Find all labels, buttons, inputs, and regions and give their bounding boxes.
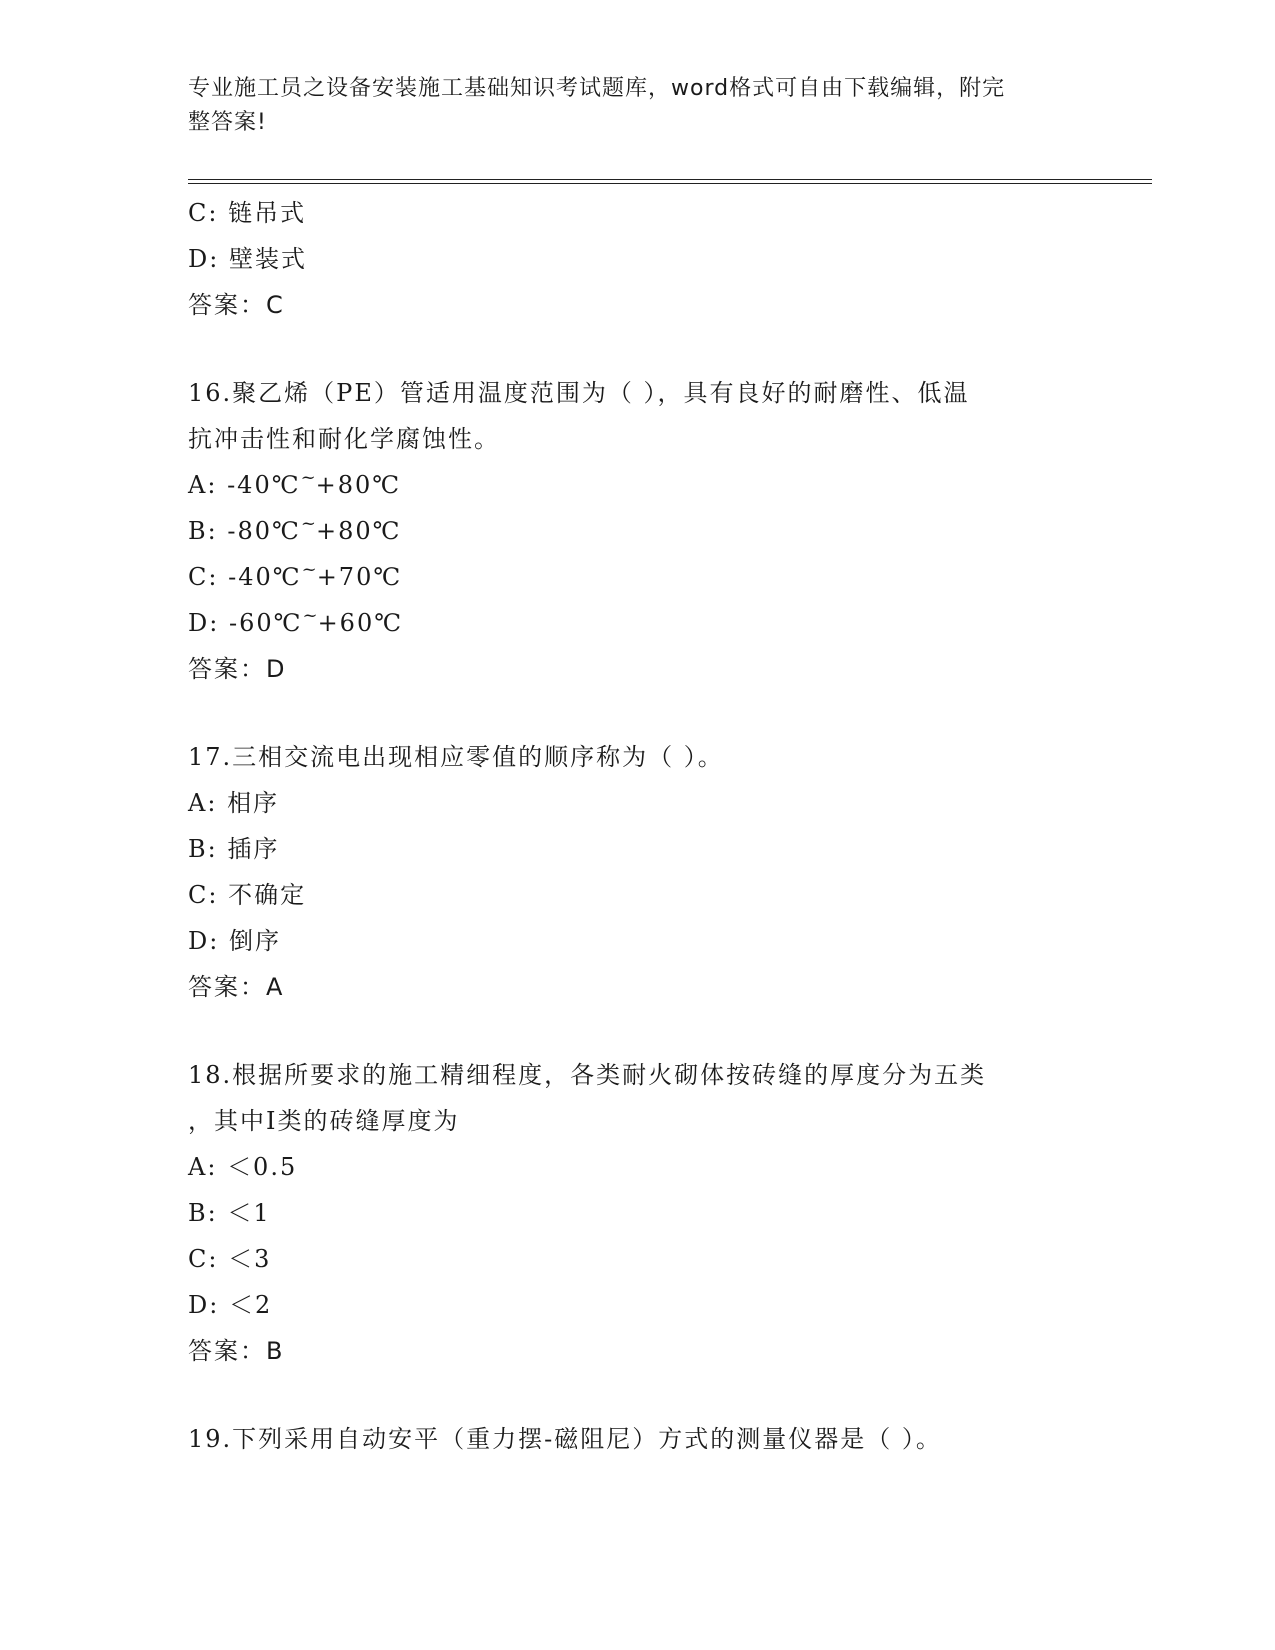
tilde-symbol: ~ <box>302 605 318 626</box>
option-c <box>188 190 1088 236</box>
option-letter: B: <box>188 517 218 545</box>
question-stem <box>188 734 1088 780</box>
option-b <box>188 1190 1088 1236</box>
option-letter: D: <box>188 245 220 273</box>
option-letter: C: <box>188 881 219 909</box>
option-range-from: -80℃ <box>227 517 301 545</box>
option-text: ＜2 <box>228 1291 273 1319</box>
answer-line: 答案：B <box>188 1337 285 1365</box>
option-text: 相序 <box>227 789 280 817</box>
question-19 <box>188 1416 1088 1462</box>
option-letter: D: <box>188 609 220 637</box>
option-c <box>188 1236 1088 1282</box>
option-text: ＜0.5 <box>227 1153 298 1181</box>
tilde-symbol: ~ <box>300 467 316 488</box>
option-a <box>188 1144 1088 1190</box>
spacer <box>188 692 1088 734</box>
option-d <box>188 236 1088 282</box>
answer-line: 答案：C <box>188 291 285 319</box>
option-letter: C: <box>188 1245 219 1273</box>
option-range-from: -60℃ <box>228 609 303 637</box>
option-letter: A: <box>188 789 218 817</box>
question-stem <box>188 370 1088 462</box>
option-d <box>188 918 1088 964</box>
option-a <box>188 462 1088 508</box>
option-text: 链吊式 <box>228 199 307 227</box>
header-line-1: 专业施工员之设备安装施工基础知识考试题库，word格式可自由下载编辑，附完 <box>188 76 1006 101</box>
option-text: 壁装式 <box>228 245 307 273</box>
option-text: 倒序 <box>228 927 281 955</box>
tilde-symbol: ~ <box>301 559 317 580</box>
question-stem-line: ，其中Ⅰ类的砖缝厚度为 <box>188 1107 460 1135</box>
option-letter: A: <box>188 1153 218 1181</box>
option-range-to: +80℃ <box>315 517 402 545</box>
question-16 <box>188 370 1088 692</box>
option-letter: B: <box>188 1199 218 1227</box>
document-header <box>188 72 1088 140</box>
header-rule-bottom <box>188 183 1152 184</box>
question-stem-line: 16.聚乙烯（PE）管适用温度范围为（ ），具有良好的耐磨性、低温 <box>188 379 970 407</box>
option-letter: C: <box>188 563 219 591</box>
option-text: 不确定 <box>228 881 307 909</box>
option-range-from: -40℃ <box>227 471 301 499</box>
option-letter: D: <box>188 1291 220 1319</box>
answer-line: 答案：D <box>188 655 287 683</box>
option-c <box>188 872 1088 918</box>
question-stem-line: 19.下列采用自动安平（重力摆-磁阻尼）方式的测量仪器是（ ）。 <box>188 1425 942 1453</box>
header-rule-top <box>188 179 1152 180</box>
option-letter: C: <box>188 199 219 227</box>
question-17 <box>188 734 1088 1010</box>
spacer <box>188 1374 1088 1416</box>
previous-question-tail <box>188 190 1088 328</box>
question-list <box>188 190 1088 1462</box>
option-b <box>188 508 1088 554</box>
option-text: 插序 <box>227 835 280 863</box>
answer-line: 答案：A <box>188 973 285 1001</box>
spacer <box>188 328 1088 370</box>
option-range-to: +80℃ <box>315 471 402 499</box>
spacer <box>188 1010 1088 1052</box>
option-b <box>188 826 1088 872</box>
option-range-to: +70℃ <box>316 563 403 591</box>
option-range-from: -40℃ <box>228 563 302 591</box>
question-stem-line: 抗冲击性和耐化学腐蚀性。 <box>188 425 500 453</box>
option-text: ＜3 <box>228 1245 272 1273</box>
option-d <box>188 1282 1088 1328</box>
question-stem <box>188 1416 1088 1462</box>
option-range-to: +60℃ <box>317 609 404 637</box>
option-text: ＜1 <box>227 1199 271 1227</box>
option-letter: B: <box>188 835 218 863</box>
option-c <box>188 554 1088 600</box>
option-letter: A: <box>188 471 218 499</box>
question-18 <box>188 1052 1088 1374</box>
question-stem-line: 18.根据所要求的施工精细程度，各类耐火砌体按砖缝的厚度分为五类 <box>188 1061 987 1089</box>
question-stem-line: 17.三相交流电出现相应零值的顺序称为（ ）。 <box>188 743 724 771</box>
option-a <box>188 780 1088 826</box>
question-stem <box>188 1052 1088 1144</box>
tilde-symbol: ~ <box>300 513 316 534</box>
option-letter: D: <box>188 927 220 955</box>
header-line-2: 整答案! <box>188 110 267 135</box>
option-d <box>188 600 1088 646</box>
